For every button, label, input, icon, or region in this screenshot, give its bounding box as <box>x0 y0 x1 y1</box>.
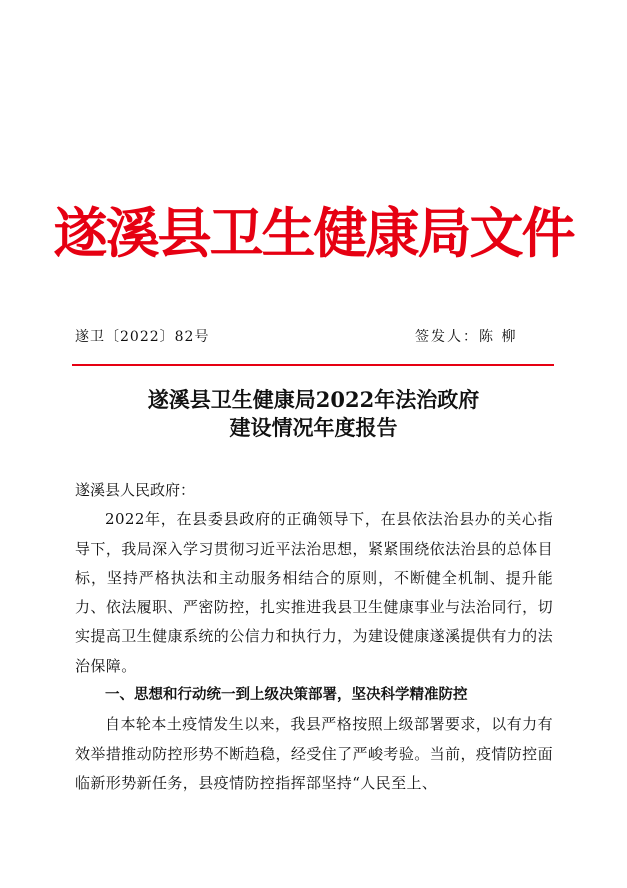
salutation: 遂溪县人民政府： <box>75 481 196 499</box>
paragraph-section-1: 自本轮本土疫情发生以来，我县严格按照上级部署要求，以有力有效举措推动防控形势不断趋稳，经受住了严峻考验。当前，疫情防控面临新形势新任务，县疫情防控指挥部坚持“人民至上、 <box>75 715 553 792</box>
document-title-line-1: 遂溪县卫生健康局2022年法治政府 <box>147 387 480 412</box>
signer: 签发人：陈 柳 <box>415 329 518 345</box>
document-number: 遂卫〔2022〕82号 <box>75 329 210 345</box>
issuing-authority-banner: 遂溪县卫生健康局文件 <box>53 201 574 265</box>
red-divider-line <box>72 364 554 366</box>
document-title <box>0 386 627 442</box>
section-heading-1: 一、思想和行动统一到上级决策部署，坚决科学精准防控 <box>105 687 468 704</box>
document-body <box>75 476 553 798</box>
document-title-line-2: 建设情况年度报告 <box>229 415 398 440</box>
document-meta-row <box>75 327 550 347</box>
paragraph-intro: 2022年，在县委县政府的正确领导下，在县依法治县办的关心指导下，我局深入学习贯彻习近平法治思想，紧紧围绕依法治县的总体目标，坚持严格执法和主动服务相结合的原则，不断健全机制、提升能力、依法履职、严密防控，扎实推进我县卫生健康事业与法治同行，切实提高卫生健康系统的公信力和执行力，为建设健康遂溪提供有力的法治保障。 <box>75 510 553 675</box>
